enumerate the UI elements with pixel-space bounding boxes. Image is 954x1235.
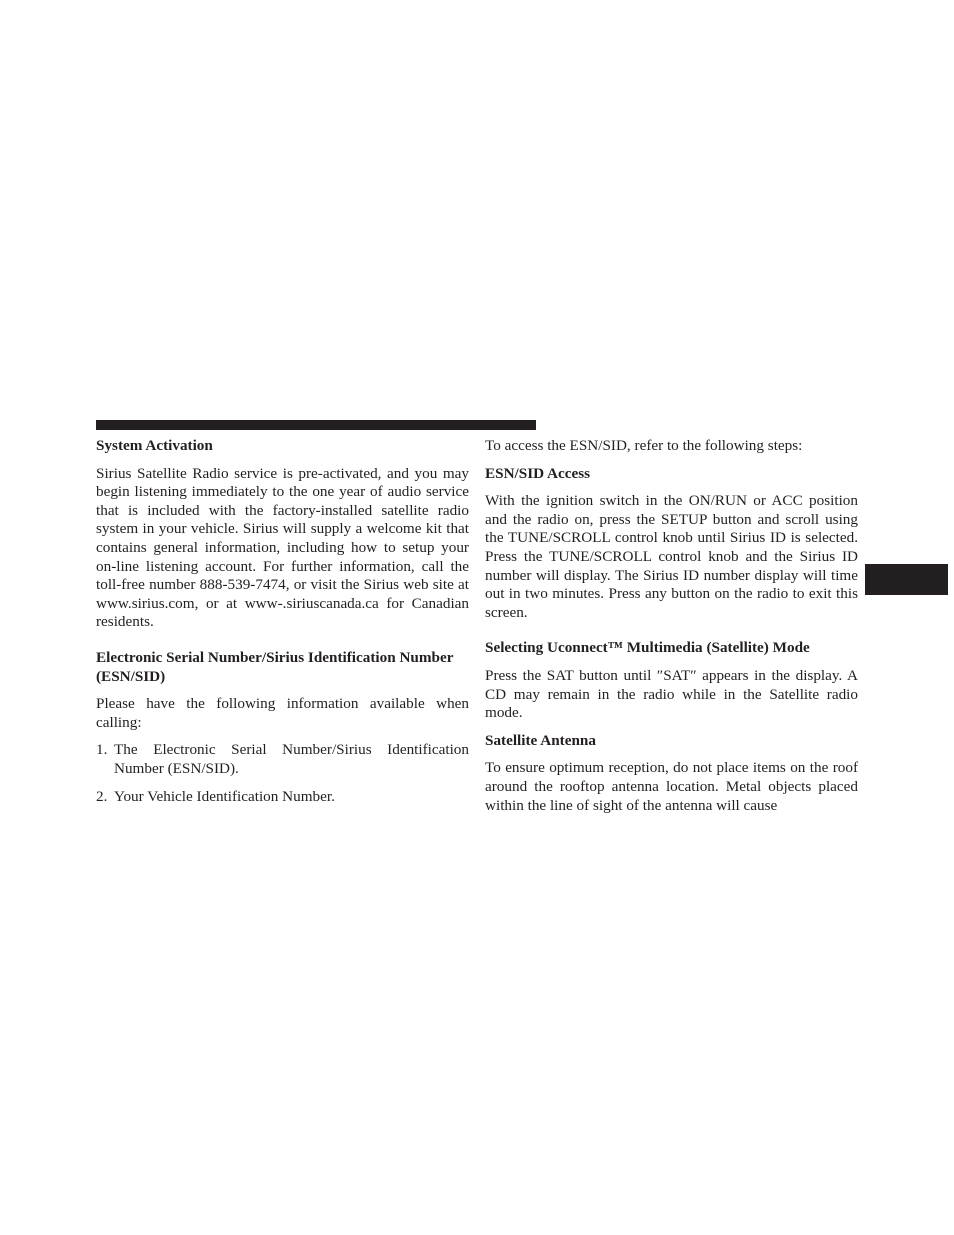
list-item-text: Your Vehicle Identification Number. <box>114 787 335 805</box>
heading-satellite-antenna: Satellite Antenna <box>485 731 596 749</box>
paragraph-satellite-mode: Press the SAT button until ″SAT″ appears in the display. A CD may remain in the radio while in the Satellite radio mode. <box>485 666 858 722</box>
heading-system-activation: System Activation <box>96 437 213 454</box>
paragraph-satellite-antenna: To ensure optimum reception, do not place items on the roof around the rooftop antenna location. Metal objects placed within the line of sight of the antenna will cause <box>485 759 858 814</box>
list-item <box>96 788 469 807</box>
paragraph-calling-info: Please have the following information available when calling: <box>96 695 469 731</box>
left-column <box>96 437 469 815</box>
paragraph-intro: To access the ESN/SID, refer to the following steps: <box>485 437 803 454</box>
list-item-number: 1. <box>96 741 108 759</box>
heading-esn-sid-access: ESN/SID Access <box>485 464 591 482</box>
paragraph-system-activation: Sirius Satellite Radio service is pre-activated, and you may begin listening immediately to the one year of audio service that is included with the factory-installed satellite radio system in your vehicle. Sirius will supply a welcome kit that contains general information, including how to setup your on-line listening account. For further information, call the toll-free number 888-539-7474, or visit the Sirius web site at www.sirius.com, or at www-.siriuscanada.ca for Canadian residents. <box>96 464 469 631</box>
list-item-text: The Electronic Serial Number/Sirius Identification Number (ESN/SID). <box>114 741 469 777</box>
list-item-number: 2. <box>96 787 108 805</box>
paragraph-esn-sid-access: With the ignition switch in the ON/RUN or ACC position and the radio on, press the SETUP button and scroll using the TUNE/SCROLL control knob until Sirius ID is selected. Press the TUNE/SCROLL control knob and the Sirius ID number will display. The Sirius ID number display will time out in two minutes. Press any button on the radio to exit this screen. <box>485 492 858 621</box>
heading-satellite-mode: Selecting Uconnect™ Multimedia (Satellite) Mode <box>485 639 810 657</box>
chapter-edge-tab <box>865 564 948 595</box>
list-item <box>96 741 469 778</box>
heading-esn-sid: Electronic Serial Number/Sirius Identification Number (ESN/SID) <box>96 648 454 685</box>
right-column <box>485 437 858 824</box>
section-top-rule <box>96 420 536 430</box>
